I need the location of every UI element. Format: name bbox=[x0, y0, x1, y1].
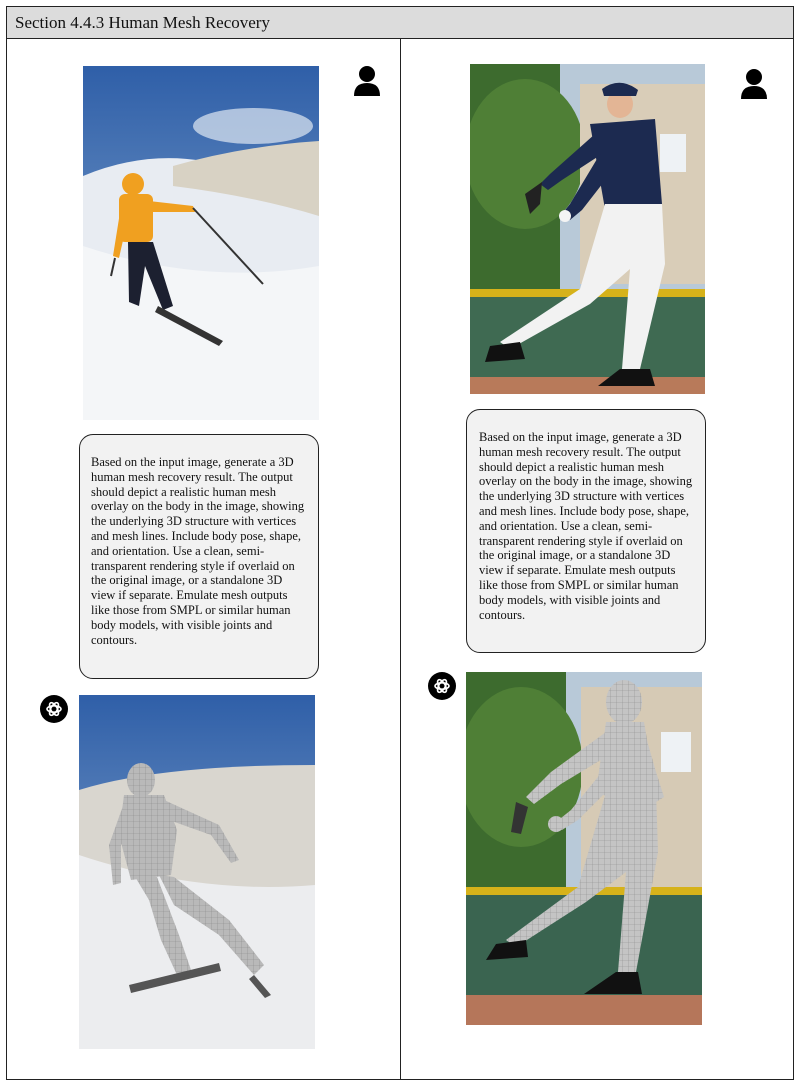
prompt-box bbox=[79, 434, 319, 679]
openai-logo-icon bbox=[40, 695, 68, 728]
pitcher-mesh-result bbox=[466, 672, 702, 1025]
openai-logo-icon bbox=[428, 672, 456, 705]
skier-mesh-result bbox=[79, 695, 315, 1049]
user-icon bbox=[353, 65, 381, 102]
column-divider bbox=[400, 39, 401, 1079]
skier-photo bbox=[83, 66, 319, 420]
section-title: Section 4.4.3 Human Mesh Recovery bbox=[15, 13, 270, 32]
prompt-text: Based on the input image, generate a 3D human mesh recovery result. The output should depict a realistic human mesh overlay on the body in the image, showing the underlying 3D structure with vertices and mesh lines. Include body pose, shape, and orientation. Use a clean, semi-transparent rendering style if overlaid on the original image, or a standalone 3D view if separate. Emulate mesh outputs like those from SMPL or similar human body models, with visible joints and contours. bbox=[479, 430, 693, 622]
user-icon bbox=[740, 68, 768, 105]
section-header bbox=[7, 7, 793, 39]
prompt-text: Based on the input image, generate a 3D human mesh recovery result. The output should depict a realistic human mesh overlay on the body in the image, showing the underlying 3D structure with vertices and mesh lines. Include body pose, shape, and orientation. Use a clean, semi-transparent rendering style if overlaid on the original image, or a standalone 3D view if separate. Emulate mesh outputs like those from SMPL or similar human body models, with visible joints and contours. bbox=[91, 455, 305, 647]
prompt-box bbox=[466, 409, 706, 653]
baseball-pitcher-photo bbox=[470, 64, 705, 394]
